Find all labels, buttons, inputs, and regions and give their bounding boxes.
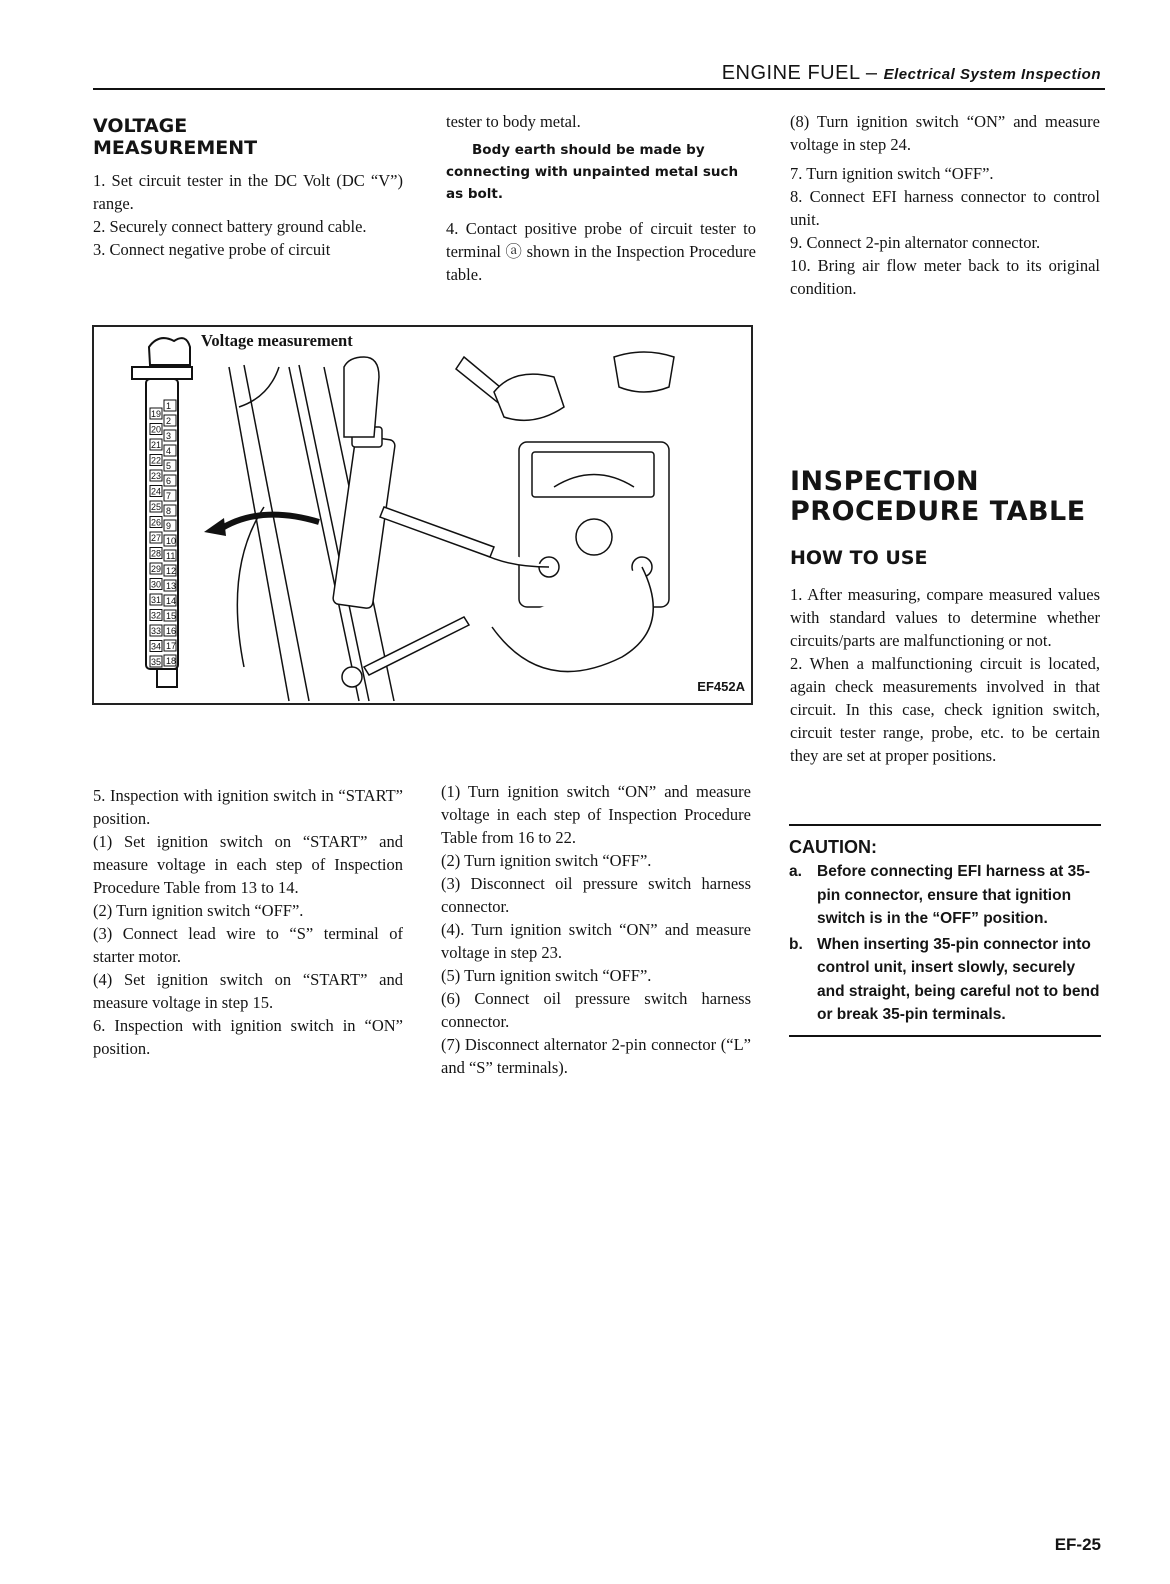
- pin-label: 9: [166, 521, 172, 531]
- pin-label: 33: [151, 626, 162, 636]
- pin-label: 11: [166, 551, 176, 561]
- body-earth-note: Body earth should be made by connecting with unpainted metal such as bolt.: [446, 142, 739, 202]
- step-7: 7. Turn ignition switch “OFF”.: [790, 164, 994, 183]
- pin-label: 34: [151, 641, 162, 652]
- pin-label: 4: [166, 446, 172, 456]
- step-3: 3. Connect negative probe of circuit: [93, 240, 331, 259]
- page-header: [93, 62, 1105, 90]
- how-to-use-2: 2. When a malfunctioning circuit is located, again check measurements involved in that circuit. In this case, check ignition switch, circuit tester range, probe, etc. to be certain they are set at proper positions.: [790, 654, 1100, 765]
- start-position-steps: [93, 784, 403, 1060]
- subsection-heading: HOW TO USE: [790, 547, 928, 569]
- caution-item-a: [789, 860, 1101, 931]
- step-6-5: (5) Turn ignition switch “OFF”.: [441, 966, 652, 985]
- continued-text: tester to body metal.: [446, 112, 581, 131]
- pin-label: 21: [151, 440, 162, 450]
- pin-label: 3: [166, 431, 172, 441]
- figure-illustration: [94, 327, 751, 703]
- step-6-4: (4). Turn ignition switch “ON” and measure voltage in step 23.: [441, 920, 751, 962]
- step-6-1: (1) Turn ignition switch “ON” and measure voltage in each step of Inspection Procedure Table from 16 to 22.: [441, 782, 751, 847]
- pin-label: 13: [166, 581, 177, 591]
- step-5-2: (2) Turn ignition switch “OFF”.: [93, 901, 304, 920]
- caution-text-a: Before connecting EFI harness at 35-pin connector, ensure that ignition switch is in the “OFF” position.: [817, 863, 1091, 927]
- pin-label: 28: [151, 548, 162, 559]
- pin-label: 26: [151, 517, 162, 528]
- voltage-measurement-section: [93, 115, 403, 261]
- figure-title: Voltage measurement: [201, 331, 353, 350]
- step-6-3: (3) Disconnect oil pressure switch harness connector.: [441, 874, 751, 916]
- pointer-arrow: [219, 515, 319, 530]
- pin-label: 18: [166, 656, 177, 666]
- pin-label: 15: [166, 611, 177, 621]
- pins-left: [150, 408, 162, 667]
- pin-label: 31: [151, 595, 162, 605]
- pin-label: 25: [151, 502, 162, 512]
- pin-label: 23: [151, 471, 162, 481]
- on-position-steps: [441, 780, 751, 1079]
- step-6-7: (7) Disconnect alternator 2-pin connector (“L” and “S” terminals).: [441, 1035, 751, 1077]
- pin-label: 35: [151, 657, 162, 667]
- probe-instructions: [446, 110, 756, 286]
- step-9: 9. Connect 2-pin alternator connector.: [790, 233, 1041, 252]
- section-subtitle: Electrical System Inspection: [883, 66, 1101, 83]
- caution-label-b: b.: [789, 935, 803, 953]
- pin-label: 16: [166, 626, 177, 636]
- how-to-use-1: 1. After measuring, compare measured values with standard values to determine whether circuits/parts are malfunctioning or not.: [790, 585, 1100, 650]
- pin-label: 32: [151, 610, 162, 621]
- pin-label: 27: [151, 533, 162, 543]
- step-5-1: (1) Set ignition switch on “START” and measure voltage in each step of Inspection Procedure Table from 13 to 14.: [93, 832, 403, 897]
- pin-label: 30: [151, 579, 162, 590]
- pin-label: 12: [166, 566, 177, 576]
- caution-title: CAUTION:: [789, 837, 877, 857]
- control-unit-connector: [332, 357, 395, 609]
- pin-label: 2: [166, 416, 172, 426]
- final-steps: [790, 110, 1100, 300]
- pin-label: 17: [166, 641, 177, 651]
- header-title: [722, 62, 1101, 85]
- pin-label: 19: [151, 409, 162, 419]
- pin-label: 8: [166, 506, 172, 516]
- pin-label: 24: [151, 486, 162, 497]
- caution-text-b: When inserting 35-pin connector into control unit, insert slowly, securely and straight, being careful not to bend or break 35-pin terminals.: [817, 935, 1100, 1023]
- caution-label-a: a.: [789, 863, 802, 880]
- figure-code: EF452A: [697, 679, 745, 694]
- pin-label: 22: [151, 455, 162, 466]
- step-6-2: (2) Turn ignition switch “OFF”.: [441, 851, 652, 870]
- pin-label: 5: [166, 461, 172, 471]
- step-5-3: (3) Connect lead wire to “S” terminal of starter motor.: [93, 924, 403, 966]
- voltage-measurement-figure: [92, 325, 753, 705]
- step-5-4: (4) Set ignition switch on “START” and measure voltage in step 15.: [93, 970, 403, 1012]
- step-8-sub: (8) Turn ignition switch “ON” and measure voltage in step 24.: [790, 112, 1100, 154]
- header-dash: –: [859, 62, 884, 84]
- step-6: 6. Inspection with ignition switch in “ON” position.: [93, 1016, 403, 1058]
- caution-box: [789, 824, 1101, 1037]
- pin-label: 7: [166, 491, 172, 501]
- pin-label: 1: [166, 401, 172, 411]
- pin-label: 10: [166, 536, 177, 546]
- step-4: 4. Contact positive probe of circuit tester to terminal ⓐ shown in the Inspection Procedure table.: [446, 219, 756, 284]
- inspection-procedure-section: [790, 467, 1100, 767]
- step-8: 8. Connect EFI harness connector to control unit.: [790, 187, 1100, 229]
- step-6-6: (6) Connect oil pressure switch harness connector.: [441, 989, 751, 1031]
- pin-label: 14: [166, 596, 177, 606]
- step-10: 10. Bring air flow meter back to its original condition.: [790, 256, 1100, 298]
- pin-label: 20: [151, 424, 162, 435]
- pin-label: 29: [151, 564, 162, 574]
- caution-item-b: [789, 933, 1101, 1027]
- step-1: 1. Set circuit tester in the DC Volt (DC “V”) range.: [93, 171, 403, 213]
- step-5: 5. Inspection with ignition switch in “START” position.: [93, 786, 403, 828]
- page-number: EF-25: [1054, 1535, 1101, 1554]
- pin-label: 6: [166, 476, 172, 486]
- arrow-head-icon: [204, 518, 226, 536]
- section-heading: VOLTAGE MEASUREMENT: [93, 115, 258, 159]
- section-heading: INSPECTION PROCEDURE TABLE: [790, 466, 1086, 527]
- step-2: 2. Securely connect battery ground cable.: [93, 217, 367, 236]
- pedals: [456, 352, 674, 420]
- chapter-title: ENGINE FUEL: [721, 62, 860, 84]
